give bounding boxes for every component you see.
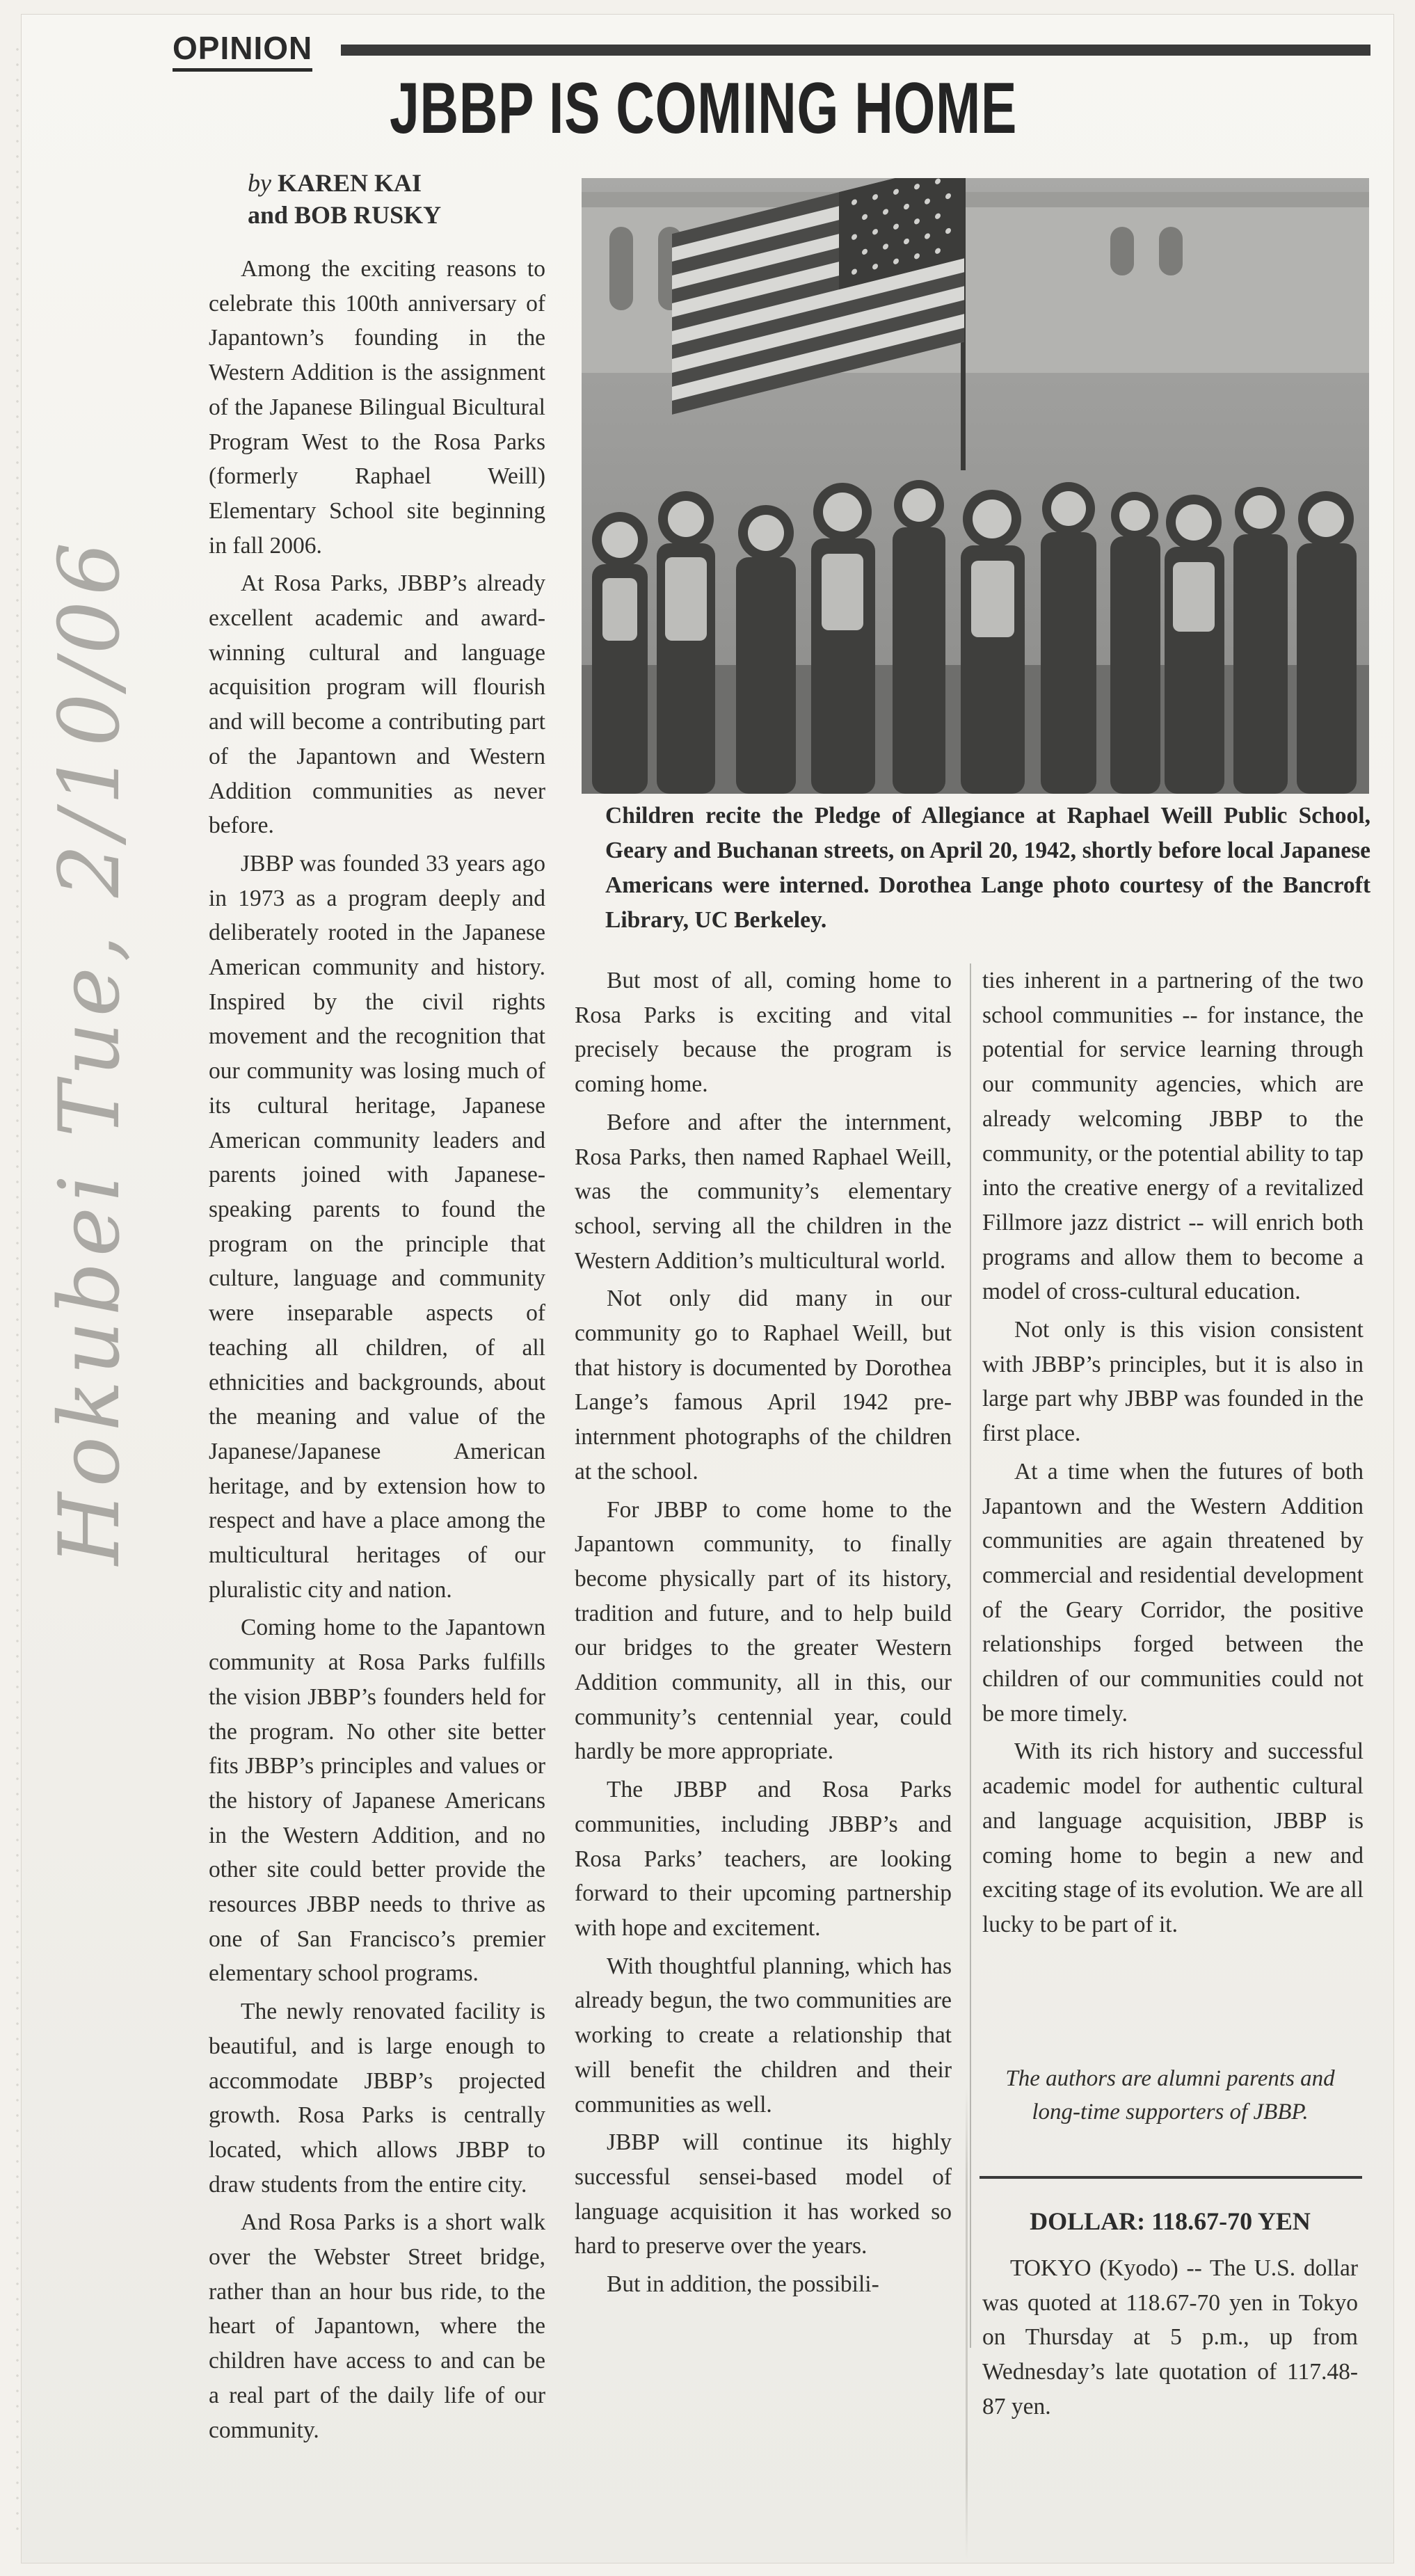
archival-photo: [582, 178, 1369, 794]
paragraph: But most of all, coming home to Rosa Parks is exciting and vital precisely because the program is coming home.: [575, 968, 952, 1098]
article-column-2: [575, 963, 952, 2305]
paragraph: Among the exciting reasons to celebrate this 100th anniversary of Japantown’s founding in the Western Addition is the assignment of the Japanese Bilingual Bicultural Program West to the Rosa Parks (formerly Raphael Weill) Elementary School site beginning in fall 2006.: [209, 256, 545, 559]
paragraph: But in addition, the possibili-: [607, 2271, 879, 2298]
paragraph: The newly renovated facility is beautiful, and is large enough to accommodate JBBP’s projected growth. Rosa Parks is centrally located, which allows JBBP to draw students from the entire city.: [209, 1999, 545, 2198]
headline: JBBP IS COMING HOME: [390, 68, 1018, 149]
perforation-edge: [15, 42, 19, 2532]
paragraph: JBBP was founded 33 years ago in 1973 as a program deeply and deliberately rooted in the Japanese American community and history. Inspired by the civil rights movement and the recognition that our community was losing much of its cultural heritage, Japanese American community leaders and parents joined with Japanese-speaking parents to found the program on the principle that culture, language and community were inseparable aspects of teaching all children, of all ethnicities and backgrounds, about the meaning and value of the Japanese/Japanese American heritage, and by extension how to respect and have a place among the multicultural heritages of our pluralistic city and nation.: [209, 850, 545, 1603]
brief-headline: DOLLAR: 118.67-70 YEN: [1030, 2207, 1311, 2235]
paragraph-continued: ties inherent in a partnering of the two school communities -- for instance, the potential for service learning through our community agencies, which are already welcoming JBBP to the community, or the potential ability to tap into the creative energy of a revitalized Fillmore jazz district -- will enrich both programs and allow them to become a model of cross-cultural education.: [982, 968, 1364, 1305]
article-column-3: [982, 963, 1364, 1946]
paragraph: Coming home to the Japantown community at Rosa Parks fulfills the vision JBBP’s founders held for the program. No other site better fits JBBP’s principles and values or the history of Japanese Americans in the Western Addition, and no other site could better provide the resources JBBP needs to thrive as one of San Francisco’s premier elementary school programs.: [209, 1615, 545, 1987]
byline-author-2: and BOB RUSKY: [248, 201, 442, 229]
paragraph: With thoughtful planning, which has already begun, the two communities are working to create a relationship that will benefit the children and their communities as well.: [575, 1953, 952, 2118]
brief-text: TOKYO (Kyodo) -- The U.S. dollar was quoted at 118.67-70 yen in Tokyo on Thursday at 5 p.m., up from Wednesday’s late quotation of 117.48-87 yen.: [982, 2255, 1358, 2419]
section-label: OPINION: [173, 29, 312, 72]
photo-illustration: [582, 178, 1369, 794]
paragraph: Not only is this vision consistent with JBBP’s principles, but it is also in large part why JBBP was founded in the first place.: [982, 1317, 1364, 1447]
brief-rule: [980, 2176, 1362, 2179]
paragraph: JBBP will continue its highly successful sensei-based model of language acquisition it has worked so hard to preserve over the years.: [575, 2129, 952, 2259]
paragraph: The JBBP and Rosa Parks communities, including JBBP’s and Rosa Parks’ teachers, are looking forward to their upcoming partnership with hope and excitement.: [575, 1777, 952, 1941]
paper-fold: [966, 2087, 968, 2560]
paragraph: Before and after the internment, Rosa Parks, then named Raphael Weill, was the community’s elementary school, serving all the children in the Western Addition’s multicultural world.: [575, 1109, 952, 1274]
byline-author-1: KAREN KAI: [277, 169, 422, 197]
article-column-1: [209, 252, 545, 2451]
author-note: The authors are alumni parents and long-time supporters of JBBP.: [1005, 2066, 1335, 2125]
section-rule: [341, 45, 1370, 56]
paragraph: At Rosa Parks, JBBP’s already excellent academic and award-winning cultural and language acquisition program will flourish and will become a contributing part of the Japantown and Western Addition communities as never before.: [209, 570, 545, 839]
paragraph: With its rich history and successful academic model for authentic cultural and language acquisition, JBBP is coming home to begin a new and exciting stage of its evolution. We are all lucky to be part of it.: [982, 1738, 1364, 1937]
byline: [248, 167, 568, 231]
photo-caption: Children recite the Pledge of Allegiance at Raphael Weill Public School, Geary and Buchanan streets, on April 20, 1942, shortly before local Japanese Americans were interned. Dorothea Lange photo courtesy of the Bancroft Library, UC Berkeley.: [605, 803, 1370, 933]
paragraph: At a time when the futures of both Japantown and the Western Addition communities are again threatened by commercial and residential development of the Geary Corridor, the positive relationships forged between the children of our communities could not be more timely.: [982, 1458, 1364, 1727]
paragraph: For JBBP to come home to the Japantown community, to finally become physically part of its history, tradition and future, and to help build our bridges to the greater Western Addition community, all in this, our community’s centennial year, could hardly be more appropriate.: [575, 1496, 952, 1765]
paragraph: Not only did many in our community go to Raphael Weill, but that history is documented by Dorothea Lange’s famous April 1942 pre-internment photographs of the children at the school.: [575, 1286, 952, 1485]
handwritten-note: Hokubei Tue, 2/10/06: [42, 536, 138, 1565]
column-divider: [970, 963, 971, 2348]
paragraph: And Rosa Parks is a short walk over the Webster Street bridge, rather than an hour bus ride, to the heart of Japantown, where the children have access to and can be a real part of the daily life of our community.: [209, 2209, 545, 2443]
brief-body: [982, 2251, 1358, 2424]
byline-prefix: by: [248, 169, 271, 197]
